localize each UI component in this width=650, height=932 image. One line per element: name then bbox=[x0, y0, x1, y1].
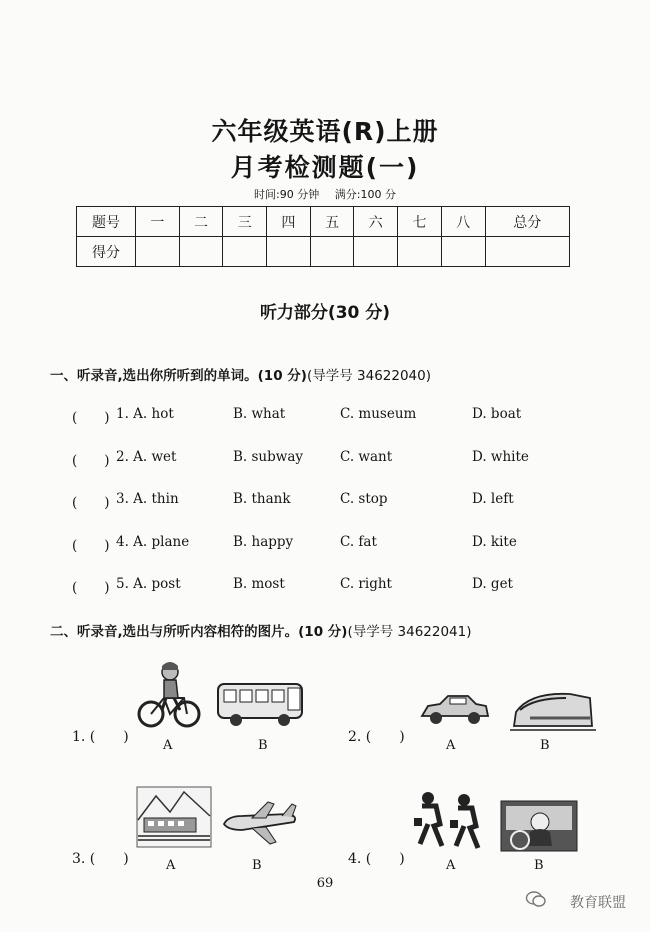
bicycle-boy-icon bbox=[134, 660, 204, 730]
option-d: D. white bbox=[472, 449, 529, 465]
answer-blank[interactable]: ( ) bbox=[72, 538, 110, 554]
score-table-score-row bbox=[77, 237, 570, 267]
option-a: 3. A. thin bbox=[116, 491, 179, 507]
wechat-icon bbox=[526, 890, 546, 908]
watermark: 教育联盟 bbox=[570, 895, 626, 911]
train-icon bbox=[510, 688, 596, 734]
item4-option-b[interactable]: B bbox=[534, 858, 544, 873]
item3-number[interactable]: 3. ( ) bbox=[72, 851, 129, 867]
answer-blank[interactable]: ( ) bbox=[72, 453, 110, 469]
option-d: D. boat bbox=[472, 406, 522, 422]
option-b: B. happy bbox=[233, 534, 294, 550]
page-number: 69 bbox=[316, 876, 334, 891]
score-input-cell[interactable] bbox=[179, 237, 223, 267]
score-table-cell: 八 bbox=[441, 207, 485, 237]
score-table-cell: 总分 bbox=[485, 207, 570, 237]
item1-option-a[interactable]: A bbox=[163, 738, 173, 753]
item4-number[interactable]: 4. ( ) bbox=[348, 851, 405, 867]
section-heading: 听力部分(30 分) bbox=[259, 303, 391, 323]
part1-title bbox=[50, 364, 431, 384]
question-row bbox=[0, 491, 650, 511]
page-subtitle: 月考检测题(一) bbox=[230, 153, 420, 182]
answer-blank[interactable]: ( ) bbox=[72, 580, 110, 596]
question-row bbox=[0, 449, 650, 469]
score-table-cell: 三 bbox=[223, 207, 267, 237]
option-a: 4. A. plane bbox=[116, 534, 190, 550]
score-table-cell: 一 bbox=[136, 207, 180, 237]
walking-men-icon bbox=[412, 790, 492, 850]
car-icon bbox=[418, 694, 490, 728]
option-b: B. what bbox=[233, 406, 286, 422]
option-b: B. most bbox=[233, 576, 285, 592]
item4-option-a[interactable]: A bbox=[446, 858, 456, 873]
question-row bbox=[0, 534, 650, 554]
score-input-cell[interactable] bbox=[398, 237, 442, 267]
option-c: C. right bbox=[340, 576, 392, 592]
bus-icon bbox=[216, 680, 306, 728]
option-c: C. museum bbox=[340, 406, 417, 422]
score-input-cell[interactable] bbox=[354, 237, 398, 267]
score-table-cell: 四 bbox=[267, 207, 311, 237]
part2-points: (10 分) bbox=[298, 624, 348, 640]
question-row bbox=[0, 576, 650, 596]
option-d: D. left bbox=[472, 491, 514, 507]
answer-blank[interactable]: ( ) bbox=[72, 410, 110, 426]
plane-icon bbox=[222, 800, 298, 846]
part1-title-text: 一、听录音,选出你所听到的单词。 bbox=[50, 368, 258, 384]
score-table-cell: 六 bbox=[354, 207, 398, 237]
score-table-cell: 二 bbox=[179, 207, 223, 237]
score-input-cell[interactable] bbox=[441, 237, 485, 267]
option-d: D. kite bbox=[472, 534, 517, 550]
part1-code: (导学号 34622040) bbox=[306, 368, 432, 384]
full-score: 满分:100 分 bbox=[334, 188, 396, 201]
train-scene-icon bbox=[136, 786, 212, 848]
option-a: 2. A. wet bbox=[116, 449, 177, 465]
part1-points: (10 分) bbox=[257, 368, 307, 384]
score-input-cell[interactable] bbox=[223, 237, 267, 267]
part2-title-text: 二、听录音,选出与所听内容相符的图片。 bbox=[50, 624, 299, 640]
option-c: C. stop bbox=[340, 491, 388, 507]
score-table-cell: 五 bbox=[310, 207, 354, 237]
option-c: C. fat bbox=[340, 534, 377, 550]
time-info bbox=[0, 186, 650, 202]
score-input-cell[interactable] bbox=[485, 237, 570, 267]
part2-code: (导学号 34622041) bbox=[347, 624, 472, 640]
option-a: 5. A. post bbox=[116, 576, 181, 592]
option-b: B. subway bbox=[233, 449, 303, 465]
option-d: D. get bbox=[472, 576, 513, 592]
item3-option-b[interactable]: B bbox=[252, 858, 262, 873]
driver-icon bbox=[500, 800, 578, 852]
score-table-cell: 得分 bbox=[77, 237, 136, 267]
score-table-header-row bbox=[77, 207, 570, 237]
score-input-cell[interactable] bbox=[267, 237, 311, 267]
score-input-cell[interactable] bbox=[136, 237, 180, 267]
score-table bbox=[76, 206, 570, 267]
item2-number[interactable]: 2. ( ) bbox=[348, 729, 405, 745]
time-limit: 时间:90 分钟 bbox=[254, 188, 320, 201]
question-row bbox=[0, 406, 650, 426]
score-table-cell: 题号 bbox=[77, 207, 136, 237]
option-b: B. thank bbox=[233, 491, 291, 507]
score-input-cell[interactable] bbox=[310, 237, 354, 267]
option-a: 1. A. hot bbox=[116, 406, 174, 422]
item3-option-a[interactable]: A bbox=[166, 858, 176, 873]
part2-title bbox=[50, 620, 472, 640]
item1-option-b[interactable]: B bbox=[258, 738, 268, 753]
item2-option-a[interactable]: A bbox=[446, 738, 456, 753]
option-c: C. want bbox=[340, 449, 393, 465]
item2-option-b[interactable]: B bbox=[540, 738, 550, 753]
item1-number[interactable]: 1. ( ) bbox=[72, 729, 129, 745]
page-title: 六年级英语(R)上册 bbox=[211, 117, 439, 146]
answer-blank[interactable]: ( ) bbox=[72, 495, 110, 511]
score-table-cell: 七 bbox=[398, 207, 442, 237]
